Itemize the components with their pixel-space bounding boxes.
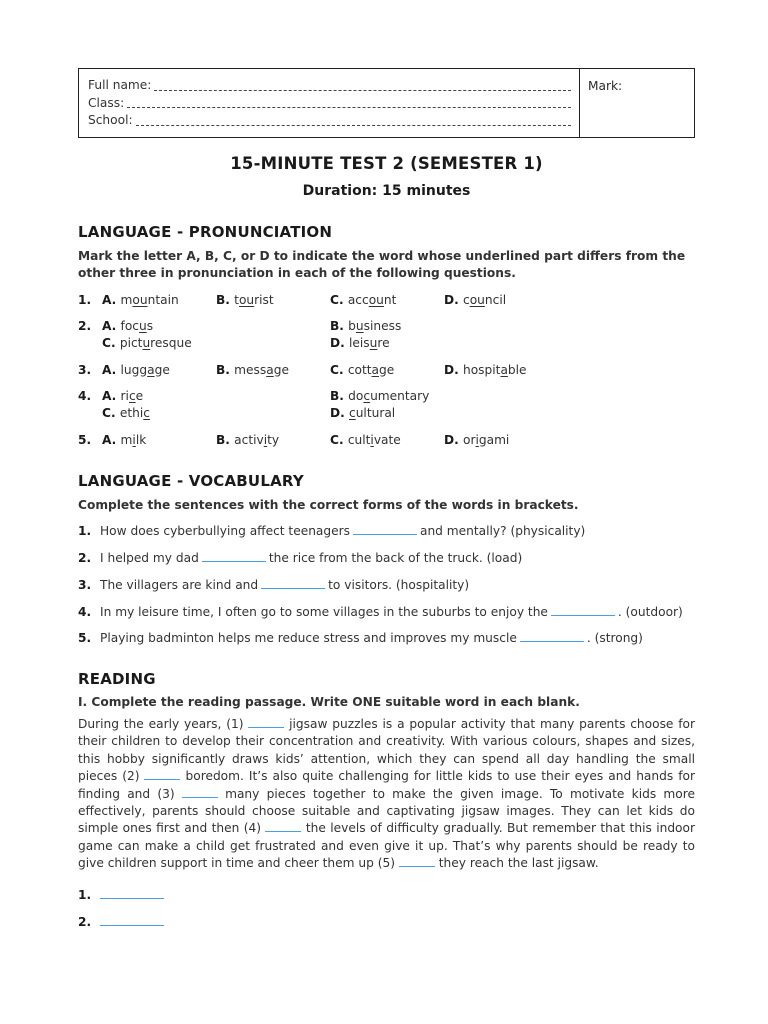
underlined-part: u bbox=[139, 319, 147, 333]
sentence-end: and mentally? (physicality) bbox=[419, 524, 586, 538]
option-word-end: nt bbox=[383, 293, 397, 307]
sentence-start: Playing badminton helps me reduce stress and improves my muscle bbox=[100, 631, 517, 645]
class-field[interactable] bbox=[88, 95, 571, 113]
answer-row bbox=[78, 887, 164, 904]
answer-option[interactable] bbox=[102, 318, 153, 335]
answer-option[interactable] bbox=[330, 405, 395, 422]
underlined-part: a bbox=[500, 363, 508, 377]
full-name-field[interactable] bbox=[88, 77, 571, 95]
underlined-part: c bbox=[143, 406, 150, 420]
answer-line[interactable] bbox=[100, 887, 164, 899]
answer-option[interactable] bbox=[330, 388, 429, 405]
answer-option[interactable] bbox=[216, 362, 289, 379]
option-word-end: ty bbox=[267, 433, 280, 447]
vocabulary-question bbox=[78, 577, 695, 594]
passage-blank[interactable] bbox=[182, 787, 218, 798]
question-number: 4. bbox=[78, 389, 92, 403]
student-details bbox=[79, 69, 580, 137]
underlined-part: c bbox=[363, 389, 371, 403]
passage-blank[interactable] bbox=[265, 821, 301, 832]
pronunciation-question bbox=[78, 362, 695, 380]
option-word-start: cott bbox=[347, 363, 372, 377]
answer-option[interactable] bbox=[216, 432, 279, 449]
vocabulary-question bbox=[78, 630, 695, 647]
option-word-start: do bbox=[348, 389, 364, 403]
option-word-end: e bbox=[135, 389, 144, 403]
question-number: 4. bbox=[78, 605, 92, 619]
option-letter: C. bbox=[330, 433, 348, 447]
option-word-end: ble bbox=[507, 363, 527, 377]
option-letter: A. bbox=[102, 389, 121, 403]
option-word-end: siness bbox=[363, 319, 402, 333]
answer-option[interactable] bbox=[102, 388, 143, 405]
option-word-end: ntain bbox=[147, 293, 179, 307]
school-field[interactable] bbox=[88, 112, 571, 130]
sentence-start: How does cyberbullying affect teenagers bbox=[100, 524, 350, 538]
answer-blank[interactable] bbox=[551, 604, 615, 616]
option-word-start: t bbox=[234, 293, 239, 307]
answer-blank[interactable] bbox=[261, 577, 325, 589]
school-label: School: bbox=[88, 113, 133, 128]
question-number: 2. bbox=[78, 319, 92, 333]
mark-box bbox=[580, 69, 694, 137]
full-name-label: Full name: bbox=[88, 78, 152, 93]
option-letter: C. bbox=[102, 406, 120, 420]
answer-option[interactable] bbox=[330, 318, 401, 335]
underlined-part: ou bbox=[238, 293, 255, 307]
option-word-end: s bbox=[146, 319, 154, 333]
option-word-start: or bbox=[463, 433, 476, 447]
answer-option[interactable] bbox=[444, 432, 509, 449]
answer-option[interactable] bbox=[102, 432, 146, 449]
underlined-part: u bbox=[369, 336, 378, 350]
passage-text: boredom. It’s also quite challenging for little kids to use their eyes and hands for finding and (3) bbox=[78, 769, 695, 801]
pronunciation-question bbox=[78, 432, 695, 450]
option-word-start: m bbox=[120, 293, 133, 307]
option-letter: B. bbox=[330, 389, 349, 403]
vocabulary-question bbox=[78, 523, 695, 540]
sentence-end: . (strong) bbox=[586, 631, 643, 645]
option-letter: A. bbox=[102, 293, 121, 307]
option-word-end: vate bbox=[373, 433, 401, 447]
underlined-part: u bbox=[142, 336, 151, 350]
underlined-part: i bbox=[370, 433, 374, 447]
answer-option[interactable] bbox=[330, 335, 390, 352]
option-letter: A. bbox=[102, 363, 121, 377]
underlined-part: ou bbox=[368, 293, 384, 307]
underlined-part: u bbox=[355, 319, 364, 333]
vocabulary-question bbox=[78, 604, 695, 621]
option-letter: D. bbox=[330, 336, 349, 350]
sentence-start: I helped my dad bbox=[100, 551, 199, 565]
option-letter: D. bbox=[330, 406, 349, 420]
option-letter: B. bbox=[216, 363, 235, 377]
pronunciation-question bbox=[78, 292, 695, 310]
sentence-end: . (outdoor) bbox=[617, 605, 683, 619]
passage-text: the levels of difficulty gradually. But remember that this indoor game can make a child get frustrated and even give it up. That’s why parents should be ready to give children support in time and cheer them up (5) bbox=[78, 821, 695, 871]
mark-label: Mark: bbox=[588, 79, 623, 93]
option-letter: C. bbox=[330, 363, 348, 377]
pronunciation-question bbox=[78, 388, 695, 424]
option-word-end: lk bbox=[135, 433, 147, 447]
option-letter: D. bbox=[444, 433, 463, 447]
option-word-end: umentary bbox=[370, 389, 430, 403]
option-word-start: c bbox=[463, 293, 470, 307]
option-letter: D. bbox=[444, 293, 463, 307]
option-letter: C. bbox=[330, 293, 348, 307]
underlined-part: ou bbox=[469, 293, 485, 307]
option-word-end: gami bbox=[478, 433, 510, 447]
question-number: 5. bbox=[78, 433, 92, 447]
underlined-part: i bbox=[263, 433, 268, 447]
option-word-end: ge bbox=[379, 363, 395, 377]
option-word-end: rist bbox=[254, 293, 274, 307]
sentence-end: the rice from the back of the truck. (load) bbox=[268, 551, 523, 565]
option-word-end: ge bbox=[273, 363, 289, 377]
vocabulary-instruction: Complete the sentences with the correct forms of the words in brackets. bbox=[78, 498, 579, 512]
underlined-part: a bbox=[371, 363, 380, 377]
option-word-end: resque bbox=[150, 336, 192, 350]
option-word-start: ethi bbox=[119, 406, 144, 420]
underlined-part: c bbox=[128, 389, 136, 403]
answer-option[interactable] bbox=[330, 362, 394, 379]
test-duration: Duration: 15 minutes bbox=[302, 183, 471, 199]
passage-text: During the early years, (1) bbox=[78, 717, 249, 731]
test-title: 15-MINUTE TEST 2 (SEMESTER 1) bbox=[230, 154, 543, 173]
answer-option[interactable] bbox=[216, 292, 274, 309]
reading-heading: READING bbox=[78, 670, 156, 688]
pronunciation-question bbox=[78, 318, 695, 354]
sentence-end: to visitors. (hospitality) bbox=[328, 578, 470, 592]
passage-text: they reach the last jigsaw. bbox=[434, 856, 599, 871]
answer-option[interactable] bbox=[444, 292, 506, 309]
school-line[interactable] bbox=[136, 117, 571, 126]
sentence-start: In my leisure time, I often go to some villages in the suburbs to enjoy the bbox=[100, 605, 548, 619]
option-letter: C. bbox=[102, 336, 120, 350]
pronunciation-instruction: Mark the letter A, B, C, or D to indicate the word whose underlined part differs from the other three in pronunciation in each of the following questions. bbox=[78, 249, 686, 280]
full-name-line[interactable] bbox=[154, 82, 571, 91]
option-letter: B. bbox=[216, 293, 235, 307]
option-word-start: activ bbox=[234, 433, 264, 447]
reading-instruction: I. Complete the reading passage. Write ONE suitable word in each blank. bbox=[78, 695, 580, 709]
question-number: 2. bbox=[78, 551, 92, 565]
answer-number: 1. bbox=[78, 888, 92, 902]
vocabulary-question bbox=[78, 550, 695, 567]
student-info-box bbox=[78, 68, 695, 138]
underlined-part: i bbox=[132, 433, 136, 447]
underlined-part: a bbox=[266, 363, 274, 377]
answer-option[interactable] bbox=[330, 432, 401, 449]
option-letter: D. bbox=[444, 363, 463, 377]
class-line[interactable] bbox=[127, 99, 571, 108]
option-word-start: cult bbox=[347, 433, 371, 447]
option-word-start: hospit bbox=[463, 363, 501, 377]
option-word-end: ultural bbox=[355, 406, 396, 420]
option-word-start: mess bbox=[234, 363, 267, 377]
question-number: 1. bbox=[78, 293, 92, 307]
option-word-start: m bbox=[120, 433, 133, 447]
option-word-start: pict bbox=[119, 336, 143, 350]
answer-option[interactable] bbox=[330, 292, 396, 309]
answer-option[interactable] bbox=[102, 405, 150, 422]
underlined-part: c bbox=[349, 406, 356, 420]
question-number: 1. bbox=[78, 524, 92, 538]
answer-option[interactable] bbox=[102, 335, 192, 352]
answer-option[interactable] bbox=[102, 362, 170, 379]
option-word-start: leis bbox=[349, 336, 370, 350]
answer-blank[interactable] bbox=[520, 630, 584, 642]
reading-passage bbox=[78, 716, 695, 873]
option-word-start: lugg bbox=[120, 363, 148, 377]
passage-text: jigsaw puzzles is a popular activity that many parents choose for their children to develop their concentration and creativity. With various colours, shapes and sizes, this hobby significantly draws kids’ attention, which they can spend all day handling the small pieces (2) bbox=[78, 717, 695, 784]
answer-row bbox=[78, 914, 164, 931]
question-number: 3. bbox=[78, 363, 92, 377]
passage-blank[interactable] bbox=[248, 717, 284, 728]
sentence-start: The villagers are kind and bbox=[100, 578, 259, 592]
option-word-end: re bbox=[377, 336, 390, 350]
option-word-start: b bbox=[348, 319, 356, 333]
underlined-part: ou bbox=[132, 293, 148, 307]
underlined-part: a bbox=[147, 363, 155, 377]
option-letter: B. bbox=[216, 433, 235, 447]
passage-blank[interactable] bbox=[399, 856, 435, 867]
answer-line[interactable] bbox=[100, 914, 164, 926]
answer-blank[interactable] bbox=[353, 523, 417, 535]
passage-text: many pieces together to make the given image. To motivate kids more effectively, parents should choose suitable and captivating jigsaw images. They can let kids do simple ones first and then (4) bbox=[78, 786, 695, 836]
underlined-part: i bbox=[475, 433, 479, 447]
option-letter: A. bbox=[102, 433, 121, 447]
class-label: Class: bbox=[88, 95, 125, 110]
option-letter: A. bbox=[102, 319, 121, 333]
answer-option[interactable] bbox=[444, 362, 527, 379]
question-number: 5. bbox=[78, 631, 92, 645]
question-number: 3. bbox=[78, 578, 92, 592]
option-word-start: foc bbox=[120, 319, 139, 333]
option-word-end: ge bbox=[154, 363, 170, 377]
option-word-start: acc bbox=[347, 293, 369, 307]
answer-number: 2. bbox=[78, 915, 92, 929]
pronunciation-heading: LANGUAGE - PRONUNCIATION bbox=[78, 223, 333, 241]
option-letter: B. bbox=[330, 319, 349, 333]
option-word-end: ncil bbox=[484, 293, 507, 307]
answer-option[interactable] bbox=[102, 292, 179, 309]
option-word-start: ri bbox=[120, 389, 129, 403]
answer-blank[interactable] bbox=[202, 550, 266, 562]
vocabulary-heading: LANGUAGE - VOCABULARY bbox=[78, 472, 304, 490]
passage-blank[interactable] bbox=[144, 769, 180, 780]
